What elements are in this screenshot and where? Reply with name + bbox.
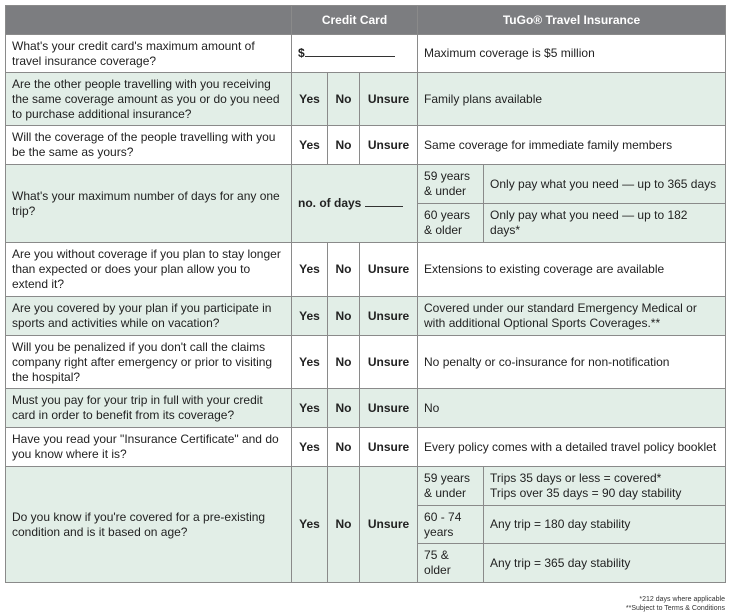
age-cell: 59 years & under — [418, 467, 484, 506]
yes-option[interactable]: Yes — [292, 126, 328, 165]
days-field[interactable] — [292, 165, 418, 243]
question-cell: Will you be penalized if you don't call the claims company right after emergency or prior to visiting the hospital? — [6, 336, 292, 389]
no-option[interactable]: No — [328, 467, 360, 583]
table-row — [6, 336, 726, 389]
question-cell: Do you know if you're covered for a pre-existing condition and is it based on age? — [6, 467, 292, 583]
age-cell: 60 - 74 years — [418, 506, 484, 544]
table-row — [6, 389, 726, 428]
answer-cell: Any trip = 180 day stability — [484, 506, 726, 544]
no-option[interactable]: No — [328, 389, 360, 428]
days-label: no. of days — [298, 196, 362, 210]
answer-cell: Any trip = 365 day stability — [484, 544, 726, 583]
question-cell: Are you without coverage if you plan to stay longer than expected or does your plan allow you to extend it? — [6, 243, 292, 297]
table-row — [6, 243, 726, 297]
table-row — [6, 73, 726, 126]
no-option[interactable]: No — [328, 428, 360, 467]
answer-cell: Every policy comes with a detailed travel policy booklet — [418, 428, 726, 467]
answer-line: Trips 35 days or less = covered* — [490, 471, 662, 485]
answer-cell: Same coverage for immediate family members — [418, 126, 726, 165]
table-row — [6, 35, 726, 73]
header-blank — [6, 6, 292, 35]
answer-cell — [484, 467, 726, 506]
age-cell: 75 & older — [418, 544, 484, 583]
no-option[interactable]: No — [328, 297, 360, 336]
coverage-amount-field[interactable] — [292, 35, 418, 73]
no-option[interactable]: No — [328, 126, 360, 165]
unsure-option[interactable]: Unsure — [360, 297, 418, 336]
answer-cell: No penalty or co-insurance for non-notification — [418, 336, 726, 389]
answer-cell: Extensions to existing coverage are available — [418, 243, 726, 297]
answer-cell: Only pay what you need — up to 365 days — [484, 165, 726, 204]
dollar-sign: $ — [298, 46, 305, 60]
question-cell: Are you covered by your plan if you participate in sports and activities while on vacation? — [6, 297, 292, 336]
unsure-option[interactable]: Unsure — [360, 336, 418, 389]
question-cell: Have you read your "Insurance Certificate" and do you know where it is? — [6, 428, 292, 467]
age-cell: 60 years & older — [418, 204, 484, 243]
question-cell: What's your credit card's maximum amount of travel insurance coverage? — [6, 35, 292, 73]
footnote: *212 days where applicable — [639, 596, 725, 603]
answer-line: Trips over 35 days = 90 day stability — [490, 486, 682, 500]
question-cell: Will the coverage of the people travelling with you be the same as yours? — [6, 126, 292, 165]
table-row — [6, 467, 726, 506]
header-credit-card: Credit Card — [292, 6, 418, 35]
question-cell: Are the other people travelling with you receiving the same coverage amount as you or do you need to purchase additional insurance? — [6, 73, 292, 126]
unsure-option[interactable]: Unsure — [360, 73, 418, 126]
age-cell: 59 years & under — [418, 165, 484, 204]
unsure-option[interactable]: Unsure — [360, 467, 418, 583]
yes-option[interactable]: Yes — [292, 428, 328, 467]
header-tugo: TuGo® Travel Insurance — [418, 6, 726, 35]
yes-option[interactable]: Yes — [292, 243, 328, 297]
no-option[interactable]: No — [328, 336, 360, 389]
header-row — [6, 6, 726, 35]
fill-in-line — [365, 196, 403, 207]
unsure-option[interactable]: Unsure — [360, 243, 418, 297]
yes-option[interactable]: Yes — [292, 467, 328, 583]
question-cell: What's your maximum number of days for any one trip? — [6, 165, 292, 243]
yes-option[interactable]: Yes — [292, 389, 328, 428]
footnote: **Subject to Terms & Conditions — [625, 605, 725, 612]
no-option[interactable]: No — [328, 243, 360, 297]
unsure-option[interactable]: Unsure — [360, 389, 418, 428]
question-cell: Must you pay for your trip in full with your credit card in order to benefit from its coverage? — [6, 389, 292, 428]
no-option[interactable]: No — [328, 73, 360, 126]
answer-cell: Only pay what you need — up to 182 days* — [484, 204, 726, 243]
yes-option[interactable]: Yes — [292, 73, 328, 126]
yes-option[interactable]: Yes — [292, 336, 328, 389]
table-row — [6, 297, 726, 336]
fill-in-line — [305, 46, 395, 57]
unsure-option[interactable]: Unsure — [360, 428, 418, 467]
table-row — [6, 165, 726, 204]
comparison-table — [5, 5, 726, 583]
answer-cell: Maximum coverage is $5 million — [418, 35, 726, 73]
unsure-option[interactable]: Unsure — [360, 126, 418, 165]
answer-cell: Covered under our standard Emergency Medical or with additional Optional Sports Coverages.** — [418, 297, 726, 336]
table-row — [6, 126, 726, 165]
table-row — [6, 428, 726, 467]
yes-option[interactable]: Yes — [292, 297, 328, 336]
answer-cell: No — [418, 389, 726, 428]
answer-cell: Family plans available — [418, 73, 726, 126]
